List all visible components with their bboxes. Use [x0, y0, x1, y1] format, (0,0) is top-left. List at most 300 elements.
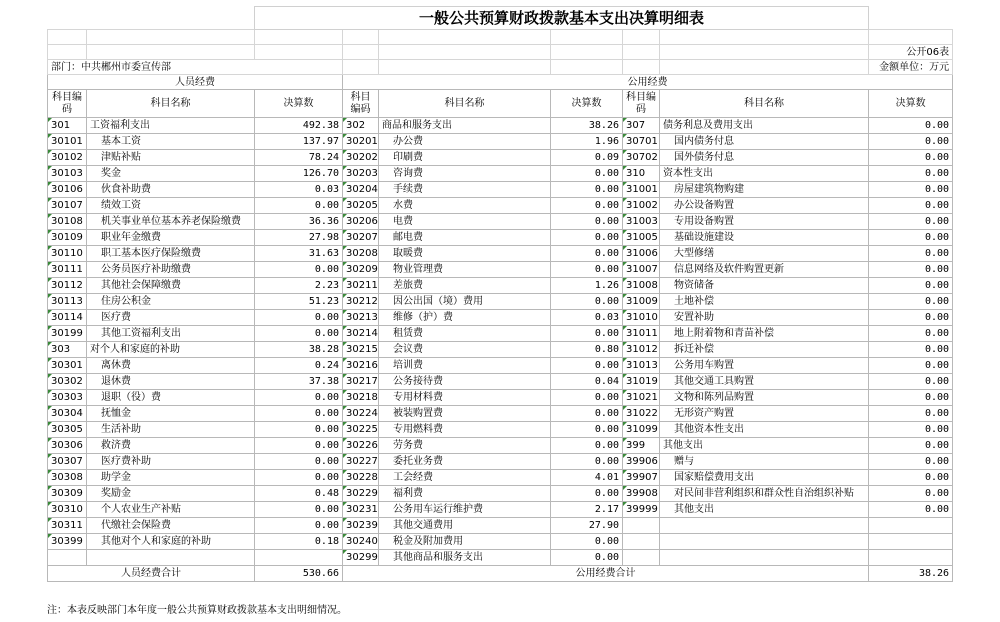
amount: 27.98 — [255, 230, 343, 246]
subject-name: 资本性支出 — [660, 166, 869, 182]
subject-code: 30299 — [343, 550, 379, 566]
subject-name: 国内债务付息 — [660, 134, 869, 150]
amount: 0.48 — [255, 486, 343, 502]
subject-name: 水费 — [379, 198, 551, 214]
subject-code: 30301 — [48, 358, 87, 374]
subject-code: 31011 — [623, 326, 660, 342]
table-row — [48, 550, 953, 566]
subject-name: 债务利息及费用支出 — [660, 118, 869, 134]
amount: 0.00 — [869, 198, 953, 214]
subject-name: 其他支出 — [660, 502, 869, 518]
table-row — [48, 454, 953, 470]
subject-name: 物业管理费 — [379, 262, 551, 278]
amount: 0.00 — [869, 390, 953, 406]
amount: 0.00 — [551, 294, 623, 310]
amount: 0.00 — [551, 214, 623, 230]
amount: 0.00 — [869, 214, 953, 230]
subject-code: 302 — [343, 118, 379, 134]
amount: 0.00 — [551, 390, 623, 406]
amount: 36.36 — [255, 214, 343, 230]
subject-code: 30111 — [48, 262, 87, 278]
amount: 0.24 — [255, 358, 343, 374]
subject-code: 30239 — [343, 518, 379, 534]
subject-name: 其他交通工具购置 — [660, 374, 869, 390]
table-row — [48, 374, 953, 390]
subject-name: 津贴补贴 — [87, 150, 255, 166]
amount: 0.03 — [551, 310, 623, 326]
subject-code: 30206 — [343, 214, 379, 230]
amount: 0.00 — [551, 534, 623, 550]
subject-name: 伙食补助费 — [87, 182, 255, 198]
footnote: 注：本表反映部门本年度一般公共预算财政拨款基本支出明细情况。 — [47, 605, 347, 616]
subject-code: 30202 — [343, 150, 379, 166]
subject-code: 399 — [623, 438, 660, 454]
subject-code: 30205 — [343, 198, 379, 214]
subject-code: 31005 — [623, 230, 660, 246]
subject-code: 31013 — [623, 358, 660, 374]
header-code: 科目编码 — [623, 90, 660, 118]
amount: 0.00 — [255, 454, 343, 470]
amount: 0.09 — [551, 150, 623, 166]
subject-code: 39999 — [623, 502, 660, 518]
subject-name: 办公设备购置 — [660, 198, 869, 214]
amount: 0.00 — [869, 118, 953, 134]
amount: 0.00 — [869, 294, 953, 310]
subject-code — [623, 518, 660, 534]
table-row — [48, 358, 953, 374]
subject-code — [623, 550, 660, 566]
subject-code: 30229 — [343, 486, 379, 502]
unit-label: 金额单位：万元 — [869, 60, 953, 75]
subject-code: 30214 — [343, 326, 379, 342]
amount: 38.26 — [551, 118, 623, 134]
table-row — [48, 390, 953, 406]
amount: 0.00 — [551, 358, 623, 374]
subject-name: 被装购置费 — [379, 406, 551, 422]
subject-code: 30306 — [48, 438, 87, 454]
subject-code: 30112 — [48, 278, 87, 294]
table-row — [48, 438, 953, 454]
amount: 1.96 — [551, 134, 623, 150]
subject-code: 30107 — [48, 198, 87, 214]
subject-code: 30311 — [48, 518, 87, 534]
subject-code: 30308 — [48, 470, 87, 486]
amount: 0.00 — [255, 422, 343, 438]
subject-name: 退职（役）费 — [87, 390, 255, 406]
subject-code: 30701 — [623, 134, 660, 150]
header-amount: 决算数 — [255, 90, 343, 118]
subject-name: 办公费 — [379, 134, 551, 150]
subject-name: 土地补偿 — [660, 294, 869, 310]
subject-name: 会议费 — [379, 342, 551, 358]
table-title: 一般公共预算财政拨款基本支出决算明细表 — [255, 7, 869, 30]
subject-code: 30213 — [343, 310, 379, 326]
amount: 0.00 — [869, 326, 953, 342]
table-row — [48, 134, 953, 150]
group-public: 公用经费 — [343, 75, 953, 90]
table-row — [48, 246, 953, 262]
amount: 38.28 — [255, 342, 343, 358]
subject-code: 30304 — [48, 406, 87, 422]
header-amount: 决算数 — [869, 90, 953, 118]
subject-name: 印刷费 — [379, 150, 551, 166]
subject-name: 取暖费 — [379, 246, 551, 262]
subject-code: 307 — [623, 118, 660, 134]
subject-name: 地上附着物和青苗补偿 — [660, 326, 869, 342]
group-personnel: 人员经费 — [48, 75, 343, 90]
subject-name — [660, 550, 869, 566]
table-row — [48, 534, 953, 550]
table-row — [48, 150, 953, 166]
header-name: 科目名称 — [87, 90, 255, 118]
subject-code: 39906 — [623, 454, 660, 470]
amount: 0.00 — [869, 486, 953, 502]
amount — [869, 534, 953, 550]
subject-code: 39908 — [623, 486, 660, 502]
subject-name: 救济费 — [87, 438, 255, 454]
amount: 0.00 — [551, 262, 623, 278]
amount: 0.00 — [869, 150, 953, 166]
form-code: 公开06表 — [869, 45, 953, 60]
subject-code: 30302 — [48, 374, 87, 390]
subject-name: 国外债务付息 — [660, 150, 869, 166]
table-row — [48, 342, 953, 358]
table-row — [48, 294, 953, 310]
subject-code: 30226 — [343, 438, 379, 454]
amount: 0.00 — [255, 310, 343, 326]
subject-code: 30109 — [48, 230, 87, 246]
amount: 0.00 — [869, 422, 953, 438]
subject-name: 公务用车购置 — [660, 358, 869, 374]
subject-code: 30303 — [48, 390, 87, 406]
subject-code: 31012 — [623, 342, 660, 358]
subject-name: 大型修缮 — [660, 246, 869, 262]
subject-name: 工会经费 — [379, 470, 551, 486]
department-label: 部门：中共郴州市委宣传部 — [48, 60, 343, 75]
subject-code: 30101 — [48, 134, 87, 150]
amount: 2.17 — [551, 502, 623, 518]
amount: 0.00 — [255, 438, 343, 454]
subject-code: 31007 — [623, 262, 660, 278]
table-row — [48, 502, 953, 518]
table-row — [48, 262, 953, 278]
subject-code: 30211 — [343, 278, 379, 294]
subject-code: 30227 — [343, 454, 379, 470]
table-row — [48, 326, 953, 342]
subject-code: 30203 — [343, 166, 379, 182]
subject-code: 30199 — [48, 326, 87, 342]
amount: 0.00 — [255, 470, 343, 486]
subject-code: 30208 — [343, 246, 379, 262]
subject-code: 30102 — [48, 150, 87, 166]
subject-name: 安置补助 — [660, 310, 869, 326]
subject-name: 房屋建筑物购建 — [660, 182, 869, 198]
subject-name: 物资储备 — [660, 278, 869, 294]
table-row — [48, 118, 953, 134]
amount: 0.00 — [551, 182, 623, 198]
amount: 0.00 — [255, 502, 343, 518]
subject-name: 咨询费 — [379, 166, 551, 182]
subject-name: 无形资产购置 — [660, 406, 869, 422]
amount: 0.00 — [255, 518, 343, 534]
amount — [255, 550, 343, 566]
amount: 0.00 — [551, 454, 623, 470]
subject-code: 30224 — [343, 406, 379, 422]
subject-name: 奖金 — [87, 166, 255, 182]
table-row — [48, 406, 953, 422]
subject-name: 其他对个人和家庭的补助 — [87, 534, 255, 550]
subject-code: 30307 — [48, 454, 87, 470]
subject-code: 39907 — [623, 470, 660, 486]
header-amount: 决算数 — [551, 90, 623, 118]
subject-name: 其他社会保障缴费 — [87, 278, 255, 294]
amount: 0.00 — [551, 422, 623, 438]
subject-code: 30309 — [48, 486, 87, 502]
amount: 0.00 — [869, 166, 953, 182]
subject-name: 租赁费 — [379, 326, 551, 342]
amount: 0.00 — [869, 374, 953, 390]
amount: 0.03 — [255, 182, 343, 198]
amount: 0.00 — [869, 502, 953, 518]
header-name: 科目名称 — [379, 90, 551, 118]
subject-name: 邮电费 — [379, 230, 551, 246]
subject-code: 310 — [623, 166, 660, 182]
amount — [869, 518, 953, 534]
subject-name: 离休费 — [87, 358, 255, 374]
table-row — [48, 182, 953, 198]
amount: 0.00 — [551, 406, 623, 422]
subject-code: 30110 — [48, 246, 87, 262]
subject-name: 电费 — [379, 214, 551, 230]
subject-code: 303 — [48, 342, 87, 358]
subject-name: 对个人和家庭的补助 — [87, 342, 255, 358]
amount: 0.00 — [551, 246, 623, 262]
subject-code: 301 — [48, 118, 87, 134]
table-row — [48, 470, 953, 486]
subject-name: 文物和陈列品购置 — [660, 390, 869, 406]
table-row — [48, 486, 953, 502]
personnel-total-amount: 530.66 — [255, 566, 343, 582]
subject-code: 31099 — [623, 422, 660, 438]
personnel-total-label: 人员经费合计 — [48, 566, 255, 582]
public-total-label: 公用经费合计 — [343, 566, 869, 582]
subject-name: 其他交通费用 — [379, 518, 551, 534]
subject-code: 30225 — [343, 422, 379, 438]
amount: 37.38 — [255, 374, 343, 390]
amount: 0.80 — [551, 342, 623, 358]
subject-code: 31008 — [623, 278, 660, 294]
subject-name: 手续费 — [379, 182, 551, 198]
subject-name — [87, 550, 255, 566]
amount: 0.00 — [869, 230, 953, 246]
amount: 0.00 — [869, 310, 953, 326]
public-total-amount: 38.26 — [869, 566, 953, 582]
subject-name — [660, 534, 869, 550]
amount: 2.23 — [255, 278, 343, 294]
subject-name: 专用设备购置 — [660, 214, 869, 230]
table-row — [48, 310, 953, 326]
subject-name: 专用燃料费 — [379, 422, 551, 438]
amount: 0.00 — [255, 262, 343, 278]
table-row — [48, 518, 953, 534]
amount: 27.90 — [551, 518, 623, 534]
subject-name: 基础设施建设 — [660, 230, 869, 246]
subject-name: 抚恤金 — [87, 406, 255, 422]
subject-code: 31010 — [623, 310, 660, 326]
amount: 0.00 — [255, 390, 343, 406]
subject-name: 对民间非营利组织和群众性自治组织补贴 — [660, 486, 869, 502]
expenditure-table — [47, 6, 953, 582]
amount: 0.00 — [869, 182, 953, 198]
subject-code: 30108 — [48, 214, 87, 230]
subject-name: 其他资本性支出 — [660, 422, 869, 438]
subject-code: 30228 — [343, 470, 379, 486]
subject-name: 基本工资 — [87, 134, 255, 150]
subject-name: 拆迁补偿 — [660, 342, 869, 358]
table-row — [48, 422, 953, 438]
subject-name: 工资福利支出 — [87, 118, 255, 134]
subject-code: 30212 — [343, 294, 379, 310]
amount: 0.00 — [869, 358, 953, 374]
subject-name: 差旅费 — [379, 278, 551, 294]
subject-name: 赠与 — [660, 454, 869, 470]
amount: 0.00 — [869, 262, 953, 278]
subject-name: 福利费 — [379, 486, 551, 502]
header-name: 科目名称 — [660, 90, 869, 118]
spreadsheet — [47, 6, 952, 582]
subject-name: 其他工资福利支出 — [87, 326, 255, 342]
subject-code: 31003 — [623, 214, 660, 230]
amount: 0.00 — [869, 470, 953, 486]
amount: 0.00 — [551, 550, 623, 566]
subject-name: 生活补助 — [87, 422, 255, 438]
amount: 0.00 — [869, 438, 953, 454]
subject-code: 30702 — [623, 150, 660, 166]
subject-name: 专用材料费 — [379, 390, 551, 406]
subject-name: 住房公积金 — [87, 294, 255, 310]
amount: 51.23 — [255, 294, 343, 310]
amount: 1.26 — [551, 278, 623, 294]
amount: 0.00 — [551, 486, 623, 502]
subject-code: 31002 — [623, 198, 660, 214]
subject-name: 公务接待费 — [379, 374, 551, 390]
amount: 0.00 — [869, 342, 953, 358]
subject-code: 30231 — [343, 502, 379, 518]
header-code: 科目编码 — [48, 90, 87, 118]
amount: 0.18 — [255, 534, 343, 550]
amount: 0.00 — [255, 198, 343, 214]
table-row — [48, 166, 953, 182]
table-row — [48, 198, 953, 214]
subject-code: 30201 — [343, 134, 379, 150]
amount: 0.00 — [869, 406, 953, 422]
amount: 0.00 — [869, 454, 953, 470]
subject-code: 30399 — [48, 534, 87, 550]
amount: 0.00 — [551, 166, 623, 182]
amount: 0.04 — [551, 374, 623, 390]
amount: 0.00 — [551, 326, 623, 342]
subject-code: 31021 — [623, 390, 660, 406]
subject-name: 医疗费补助 — [87, 454, 255, 470]
amount: 137.97 — [255, 134, 343, 150]
amount: 492.38 — [255, 118, 343, 134]
subject-name: 医疗费 — [87, 310, 255, 326]
subject-name: 职业年金缴费 — [87, 230, 255, 246]
subject-name: 其他支出 — [660, 438, 869, 454]
subject-code: 31019 — [623, 374, 660, 390]
amount: 0.00 — [869, 278, 953, 294]
subject-code: 30305 — [48, 422, 87, 438]
subject-name: 培训费 — [379, 358, 551, 374]
subject-name: 奖励金 — [87, 486, 255, 502]
subject-name: 劳务费 — [379, 438, 551, 454]
table-row — [48, 278, 953, 294]
table-row — [48, 214, 953, 230]
amount: 0.00 — [255, 406, 343, 422]
subject-name: 因公出国（境）费用 — [379, 294, 551, 310]
amount: 126.70 — [255, 166, 343, 182]
header-code: 科目编码 — [343, 90, 379, 118]
subject-code: 30215 — [343, 342, 379, 358]
subject-name: 助学金 — [87, 470, 255, 486]
subject-code: 30310 — [48, 502, 87, 518]
subject-name: 绩效工资 — [87, 198, 255, 214]
amount: 0.00 — [869, 246, 953, 262]
subject-name: 其他商品和服务支出 — [379, 550, 551, 566]
subject-name — [660, 518, 869, 534]
subject-name: 公务用车运行维护费 — [379, 502, 551, 518]
subject-name: 个人农业生产补贴 — [87, 502, 255, 518]
subject-code: 31022 — [623, 406, 660, 422]
subject-code: 31009 — [623, 294, 660, 310]
subject-code: 30113 — [48, 294, 87, 310]
subject-name: 税金及附加费用 — [379, 534, 551, 550]
subject-code: 30209 — [343, 262, 379, 278]
subject-code: 30106 — [48, 182, 87, 198]
subject-name: 机关事业单位基本养老保险缴费 — [87, 214, 255, 230]
amount: 0.00 — [551, 198, 623, 214]
amount: 0.00 — [551, 230, 623, 246]
subject-name: 信息网络及软件购置更新 — [660, 262, 869, 278]
amount: 31.63 — [255, 246, 343, 262]
subject-name: 国家赔偿费用支出 — [660, 470, 869, 486]
subject-code: 31006 — [623, 246, 660, 262]
subject-code — [48, 550, 87, 566]
subject-name: 维修（护）费 — [379, 310, 551, 326]
subject-code: 30103 — [48, 166, 87, 182]
subject-name: 退休费 — [87, 374, 255, 390]
subject-code: 30207 — [343, 230, 379, 246]
subject-name: 委托业务费 — [379, 454, 551, 470]
subject-code: 30204 — [343, 182, 379, 198]
subject-code: 30217 — [343, 374, 379, 390]
subject-name: 代缴社会保险费 — [87, 518, 255, 534]
subject-code: 30114 — [48, 310, 87, 326]
amount: 0.00 — [869, 134, 953, 150]
table-row — [48, 230, 953, 246]
amount: 4.01 — [551, 470, 623, 486]
subject-code — [623, 534, 660, 550]
subject-name: 公务员医疗补助缴费 — [87, 262, 255, 278]
amount: 78.24 — [255, 150, 343, 166]
subject-name: 职工基本医疗保险缴费 — [87, 246, 255, 262]
subject-code: 30240 — [343, 534, 379, 550]
subject-code: 30218 — [343, 390, 379, 406]
amount: 0.00 — [551, 438, 623, 454]
subject-code: 30216 — [343, 358, 379, 374]
subject-name: 商品和服务支出 — [379, 118, 551, 134]
amount — [869, 550, 953, 566]
